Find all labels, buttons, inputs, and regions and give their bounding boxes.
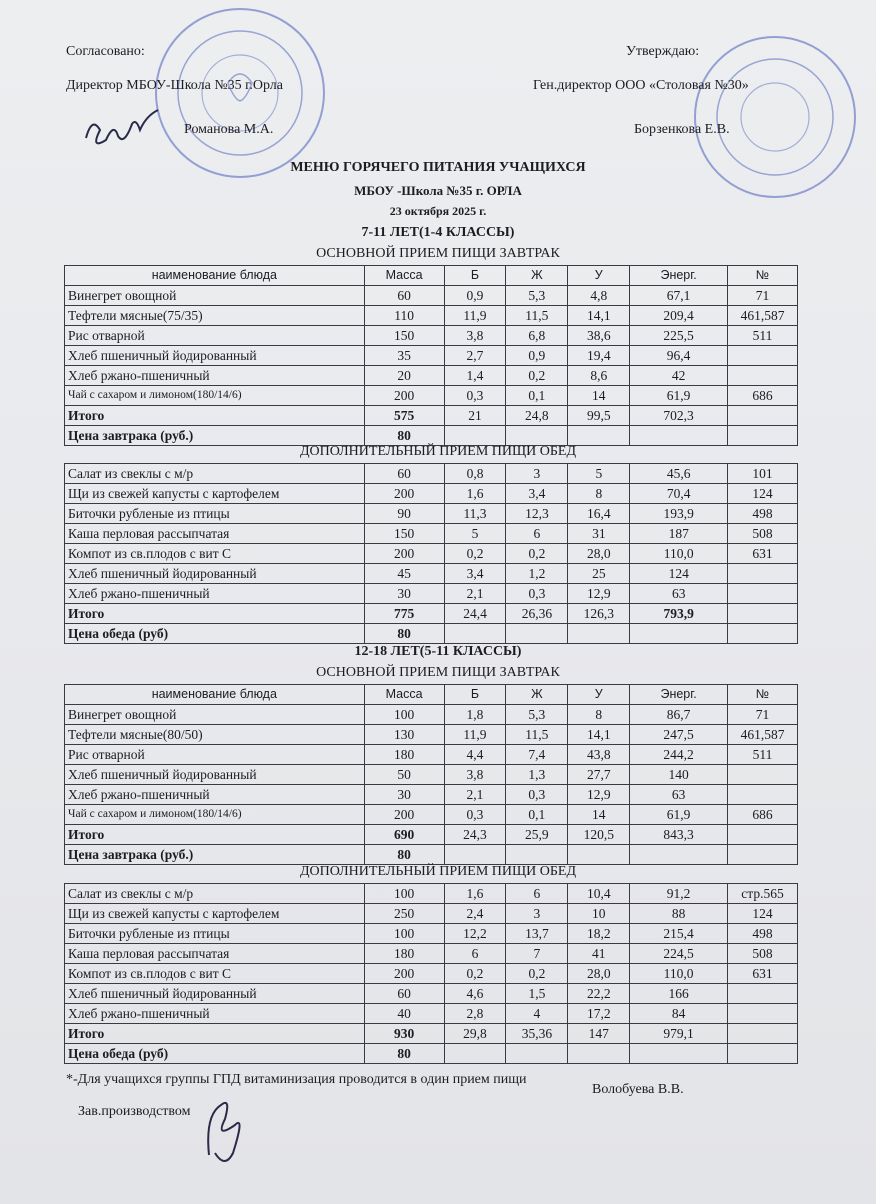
total-u: 120,5	[568, 825, 630, 845]
group2-breakfast-title: ОСНОВНОЙ ПРИЕМ ПИЩИ ЗАВТРАК	[316, 665, 560, 680]
dish-no: 508	[728, 944, 798, 964]
dish-zh: 11,5	[506, 306, 568, 326]
menu-date: 23 октября 2025 г.	[389, 204, 487, 218]
dish-mass: 200	[364, 484, 444, 504]
dish-b: 4,6	[444, 984, 506, 1004]
dish-mass: 130	[364, 725, 444, 745]
dish-name: Хлеб пшеничный йодированный	[65, 765, 365, 785]
dish-energy: 61,9	[630, 386, 728, 406]
dish-u: 14,1	[568, 725, 630, 745]
dish-u: 10	[568, 904, 630, 924]
table-row	[65, 346, 798, 366]
dish-b: 5	[444, 524, 506, 544]
dish-mass: 90	[364, 504, 444, 524]
total-b: 24,3	[444, 825, 506, 845]
dish-no: 461,587	[728, 725, 798, 745]
table-row	[65, 785, 798, 805]
agreed-position: Директор МБОУ-Школа №35 г.Орла	[66, 78, 283, 93]
dish-zh: 0,3	[506, 584, 568, 604]
total-energy: 702,3	[630, 406, 728, 426]
table-row	[65, 306, 798, 326]
price-label: Цена обеда (руб)	[65, 1044, 365, 1064]
total-empty	[728, 406, 798, 426]
dish-u: 38,6	[568, 326, 630, 346]
dish-b: 3,8	[444, 765, 506, 785]
group1-age: 7-11 ЛЕТ(1-4 КЛАССЫ)	[361, 225, 515, 240]
total-row	[65, 825, 798, 845]
dish-mass: 50	[364, 765, 444, 785]
table-row	[65, 984, 798, 1004]
dish-b: 2,8	[444, 1004, 506, 1024]
dish-zh: 0,1	[506, 386, 568, 406]
dish-mass: 100	[364, 924, 444, 944]
dish-zh: 6,8	[506, 326, 568, 346]
total-mass: 775	[364, 604, 444, 624]
dish-name: Каша перловая рассыпчатая	[65, 524, 365, 544]
table-row	[65, 745, 798, 765]
table-row	[65, 805, 798, 825]
table-row	[65, 705, 798, 725]
dish-zh: 3	[506, 904, 568, 924]
manager-name: Волобуева В.В.	[592, 1082, 684, 1097]
dish-name: Салат из свеклы с м/р	[65, 464, 365, 484]
group2-age: 12-18 ЛЕТ(5-11 КЛАССЫ)	[354, 644, 522, 659]
dish-energy: 70,4	[630, 484, 728, 504]
dish-u: 17,2	[568, 1004, 630, 1024]
dish-u: 14	[568, 386, 630, 406]
dish-b: 0,2	[444, 544, 506, 564]
dish-energy: 193,9	[630, 504, 728, 524]
dish-mass: 100	[364, 884, 444, 904]
group2-lunch-table	[64, 883, 798, 1064]
total-b: 24,4	[444, 604, 506, 624]
dish-name: Хлеб ржано-пшеничный	[65, 584, 365, 604]
dish-energy: 215,4	[630, 924, 728, 944]
group2-breakfast-table	[64, 684, 798, 865]
dish-name: Рис отварной	[65, 745, 365, 765]
total-zh: 35,36	[506, 1024, 568, 1044]
dish-name: Хлеб ржано-пшеничный	[65, 366, 365, 386]
dish-mass: 180	[364, 745, 444, 765]
dish-energy: 63	[630, 785, 728, 805]
price-value: 80	[364, 624, 444, 644]
dish-name: Хлеб пшеничный йодированный	[65, 564, 365, 584]
dish-zh: 13,7	[506, 924, 568, 944]
dish-zh: 0,3	[506, 785, 568, 805]
table-row	[65, 386, 798, 406]
company-stamp	[690, 32, 860, 202]
dish-b: 0,3	[444, 805, 506, 825]
dish-u: 16,4	[568, 504, 630, 524]
total-energy: 793,9	[630, 604, 728, 624]
dish-u: 28,0	[568, 964, 630, 984]
dish-zh: 7,4	[506, 745, 568, 765]
dish-name: Салат из свеклы с м/р	[65, 884, 365, 904]
dish-b: 2,7	[444, 346, 506, 366]
total-empty	[728, 1024, 798, 1044]
table-row	[65, 584, 798, 604]
dish-no: 101	[728, 464, 798, 484]
dish-energy: 88	[630, 904, 728, 924]
dish-b: 12,2	[444, 924, 506, 944]
dish-mass: 45	[364, 564, 444, 584]
col-zh: Ж	[506, 266, 568, 286]
group1-breakfast-title: ОСНОВНОЙ ПРИЕМ ПИЩИ ЗАВТРАК	[316, 246, 560, 261]
dish-zh: 5,3	[506, 705, 568, 725]
col-no: №	[728, 266, 798, 286]
dish-zh: 1,3	[506, 765, 568, 785]
dish-no: 631	[728, 544, 798, 564]
price-value: 80	[364, 845, 444, 865]
dish-name: Биточки рубленые из птицы	[65, 504, 365, 524]
dish-b: 3,8	[444, 326, 506, 346]
dish-b: 11,3	[444, 504, 506, 524]
dish-energy: 61,9	[630, 805, 728, 825]
dish-mass: 150	[364, 524, 444, 544]
table-row	[65, 884, 798, 904]
dish-b: 2,1	[444, 785, 506, 805]
dish-no	[728, 584, 798, 604]
dish-name: Чай с сахаром и лимоном(180/14/6)	[65, 386, 365, 406]
dish-name: Чай с сахаром и лимоном(180/14/6)	[65, 805, 365, 825]
dish-zh: 11,5	[506, 725, 568, 745]
table-row	[65, 326, 798, 346]
dish-energy: 110,0	[630, 964, 728, 984]
school-name: МБОУ -Школа №35 г. ОРЛА	[354, 183, 522, 198]
agreed-name: Романова М.А.	[184, 122, 274, 137]
dish-no	[728, 765, 798, 785]
dish-no: 511	[728, 745, 798, 765]
approved-label: Утверждаю:	[626, 44, 700, 59]
dish-name: Щи из свежей капусты с картофелем	[65, 484, 365, 504]
price-label: Цена завтрака (руб.)	[65, 426, 365, 446]
dish-no: 686	[728, 386, 798, 406]
dish-u: 19,4	[568, 346, 630, 366]
dish-b: 6	[444, 944, 506, 964]
total-zh: 25,9	[506, 825, 568, 845]
manager-position: Зав.производством	[78, 1104, 191, 1119]
director-signature	[78, 108, 168, 158]
group1-lunch-title: ДОПОЛНИТЕЛЬНЫЙ ПРИЕМ ПИЩИ ОБЕД	[300, 444, 576, 459]
dish-name: Винегрет овощной	[65, 286, 365, 306]
dish-b: 0,9	[444, 286, 506, 306]
col-mass: Масса	[364, 266, 444, 286]
dish-no: 498	[728, 924, 798, 944]
dish-no	[728, 366, 798, 386]
dish-b: 11,9	[444, 725, 506, 745]
dish-energy: 84	[630, 1004, 728, 1024]
dish-u: 25	[568, 564, 630, 584]
total-row	[65, 604, 798, 624]
table-row	[65, 1004, 798, 1024]
dish-energy: 247,5	[630, 725, 728, 745]
total-energy: 843,3	[630, 825, 728, 845]
dish-zh: 4	[506, 1004, 568, 1024]
dish-energy: 42	[630, 366, 728, 386]
dish-no: стр.565	[728, 884, 798, 904]
dish-no: 498	[728, 504, 798, 524]
dish-no: 631	[728, 964, 798, 984]
dish-name: Хлеб ржано-пшеничный	[65, 785, 365, 805]
dish-b: 0,2	[444, 964, 506, 984]
price-value: 80	[364, 1044, 444, 1064]
total-label: Итого	[65, 406, 365, 426]
dish-u: 43,8	[568, 745, 630, 765]
dish-mass: 35	[364, 346, 444, 366]
dish-mass: 250	[364, 904, 444, 924]
dish-no	[728, 785, 798, 805]
dish-mass: 200	[364, 386, 444, 406]
agreed-label: Согласовано:	[66, 44, 145, 59]
dish-energy: 63	[630, 584, 728, 604]
price-row	[65, 624, 798, 644]
price-row	[65, 426, 798, 446]
dish-b: 1,6	[444, 484, 506, 504]
dish-u: 8	[568, 484, 630, 504]
dish-mass: 20	[364, 366, 444, 386]
dish-u: 18,2	[568, 924, 630, 944]
dish-u: 28,0	[568, 544, 630, 564]
col-b: Б	[444, 685, 506, 705]
dish-no	[728, 564, 798, 584]
total-u: 147	[568, 1024, 630, 1044]
dish-name: Тефтели мясные(80/50)	[65, 725, 365, 745]
dish-mass: 60	[364, 464, 444, 484]
total-b: 29,8	[444, 1024, 506, 1044]
price-label: Цена обеда (руб)	[65, 624, 365, 644]
price-row	[65, 845, 798, 865]
col-zh: Ж	[506, 685, 568, 705]
dish-no: 461,587	[728, 306, 798, 326]
dish-energy: 124	[630, 564, 728, 584]
dish-zh: 3	[506, 464, 568, 484]
dish-b: 11,9	[444, 306, 506, 326]
dish-u: 41	[568, 944, 630, 964]
dish-u: 12,9	[568, 785, 630, 805]
dish-mass: 110	[364, 306, 444, 326]
table-row	[65, 544, 798, 564]
dish-zh: 6	[506, 884, 568, 904]
menu-title: МЕНЮ ГОРЯЧЕГО ПИТАНИЯ УЧАЩИХСЯ	[290, 160, 586, 175]
dish-b: 1,8	[444, 705, 506, 725]
dish-mass: 30	[364, 785, 444, 805]
dish-no: 511	[728, 326, 798, 346]
dish-b: 1,4	[444, 366, 506, 386]
dish-zh: 0,1	[506, 805, 568, 825]
total-row	[65, 1024, 798, 1044]
table-row	[65, 524, 798, 544]
price-value: 80	[364, 426, 444, 446]
total-zh: 24,8	[506, 406, 568, 426]
dish-energy: 140	[630, 765, 728, 785]
dish-zh: 3,4	[506, 484, 568, 504]
dish-mass: 200	[364, 964, 444, 984]
dish-zh: 12,3	[506, 504, 568, 524]
approved-position: Ген.директор ООО «Столовая №30»	[533, 78, 749, 93]
dish-energy: 67,1	[630, 286, 728, 306]
dish-no: 508	[728, 524, 798, 544]
total-u: 99,5	[568, 406, 630, 426]
dish-zh: 1,2	[506, 564, 568, 584]
dish-zh: 0,2	[506, 366, 568, 386]
table-row	[65, 504, 798, 524]
price-label: Цена завтрака (руб.)	[65, 845, 365, 865]
col-b: Б	[444, 266, 506, 286]
table-row	[65, 286, 798, 306]
total-zh: 26,36	[506, 604, 568, 624]
table-header-row	[65, 685, 798, 705]
table-row	[65, 904, 798, 924]
dish-zh: 5,3	[506, 286, 568, 306]
dish-mass: 150	[364, 326, 444, 346]
dish-u: 14	[568, 805, 630, 825]
dish-name: Рис отварной	[65, 326, 365, 346]
dish-no	[728, 984, 798, 1004]
group1-breakfast-table	[64, 265, 798, 446]
dish-name: Винегрет овощной	[65, 705, 365, 725]
dish-energy: 209,4	[630, 306, 728, 326]
dish-mass: 30	[364, 584, 444, 604]
dish-energy: 110,0	[630, 544, 728, 564]
table-row	[65, 944, 798, 964]
dish-mass: 60	[364, 286, 444, 306]
total-label: Итого	[65, 825, 365, 845]
dish-name: Биточки рубленые из птицы	[65, 924, 365, 944]
table-row	[65, 564, 798, 584]
dish-u: 5	[568, 464, 630, 484]
table-row	[65, 464, 798, 484]
total-energy: 979,1	[630, 1024, 728, 1044]
total-empty	[728, 825, 798, 845]
col-energy: Энерг.	[630, 266, 728, 286]
dish-b: 1,6	[444, 884, 506, 904]
dish-u: 10,4	[568, 884, 630, 904]
dish-energy: 244,2	[630, 745, 728, 765]
dish-name: Щи из свежей капусты с картофелем	[65, 904, 365, 924]
table-row	[65, 484, 798, 504]
dish-name: Каша перловая рассыпчатая	[65, 944, 365, 964]
dish-b: 4,4	[444, 745, 506, 765]
dish-u: 8	[568, 705, 630, 725]
dish-b: 0,8	[444, 464, 506, 484]
dish-name: Хлеб ржано-пшеничный	[65, 1004, 365, 1024]
dish-u: 31	[568, 524, 630, 544]
dish-no: 124	[728, 484, 798, 504]
dish-energy: 225,5	[630, 326, 728, 346]
manager-signature	[195, 1085, 255, 1165]
group2-lunch-title: ДОПОЛНИТЕЛЬНЫЙ ПРИЕМ ПИЩИ ОБЕД	[300, 864, 576, 879]
dish-no: 71	[728, 705, 798, 725]
table-row	[65, 964, 798, 984]
dish-energy: 86,7	[630, 705, 728, 725]
total-label: Итого	[65, 604, 365, 624]
dish-mass: 180	[364, 944, 444, 964]
dish-zh: 1,5	[506, 984, 568, 1004]
dish-u: 12,9	[568, 584, 630, 604]
dish-no	[728, 346, 798, 366]
col-no: №	[728, 685, 798, 705]
dish-name: Тефтели мясные(75/35)	[65, 306, 365, 326]
dish-no	[728, 1004, 798, 1024]
dish-no: 71	[728, 286, 798, 306]
total-u: 126,3	[568, 604, 630, 624]
dish-energy: 96,4	[630, 346, 728, 366]
dish-b: 2,4	[444, 904, 506, 924]
dish-zh: 0,9	[506, 346, 568, 366]
col-energy: Энерг.	[630, 685, 728, 705]
approved-name: Борзенкова Е.В.	[634, 122, 730, 137]
total-empty	[728, 604, 798, 624]
dish-name: Хлеб пшеничный йодированный	[65, 346, 365, 366]
dish-zh: 6	[506, 524, 568, 544]
dish-energy: 91,2	[630, 884, 728, 904]
dish-name: Хлеб пшеничный йодированный	[65, 984, 365, 1004]
dish-b: 0,3	[444, 386, 506, 406]
dish-zh: 7	[506, 944, 568, 964]
dish-energy: 166	[630, 984, 728, 1004]
total-mass: 575	[364, 406, 444, 426]
total-mass: 930	[364, 1024, 444, 1044]
dish-b: 2,1	[444, 584, 506, 604]
col-name: наименование блюда	[65, 266, 365, 286]
dish-mass: 40	[364, 1004, 444, 1024]
dish-u: 27,7	[568, 765, 630, 785]
dish-b: 3,4	[444, 564, 506, 584]
dish-zh: 0,2	[506, 964, 568, 984]
dish-mass: 100	[364, 705, 444, 725]
total-label: Итого	[65, 1024, 365, 1044]
dish-u: 4,8	[568, 286, 630, 306]
dish-zh: 0,2	[506, 544, 568, 564]
col-u: У	[568, 266, 630, 286]
dish-mass: 60	[364, 984, 444, 1004]
dish-no: 686	[728, 805, 798, 825]
dish-mass: 200	[364, 544, 444, 564]
col-u: У	[568, 685, 630, 705]
group1-lunch-table	[64, 463, 798, 644]
dish-energy: 224,5	[630, 944, 728, 964]
dish-u: 8,6	[568, 366, 630, 386]
table-header-row	[65, 266, 798, 286]
dish-u: 14,1	[568, 306, 630, 326]
table-row	[65, 725, 798, 745]
table-row	[65, 366, 798, 386]
table-row	[65, 765, 798, 785]
dish-no: 124	[728, 904, 798, 924]
dish-energy: 187	[630, 524, 728, 544]
total-mass: 690	[364, 825, 444, 845]
col-name: наименование блюда	[65, 685, 365, 705]
price-row	[65, 1044, 798, 1064]
dish-mass: 200	[364, 805, 444, 825]
col-mass: Масса	[364, 685, 444, 705]
dish-u: 22,2	[568, 984, 630, 1004]
total-b: 21	[444, 406, 506, 426]
total-row	[65, 406, 798, 426]
footnote: *-Для учащихся группы ГПД витаминизация проводится в один прием пищи	[66, 1072, 527, 1087]
table-row	[65, 924, 798, 944]
dish-name: Компот из св.плодов с вит С	[65, 964, 365, 984]
dish-energy: 45,6	[630, 464, 728, 484]
dish-name: Компот из св.плодов с вит С	[65, 544, 365, 564]
